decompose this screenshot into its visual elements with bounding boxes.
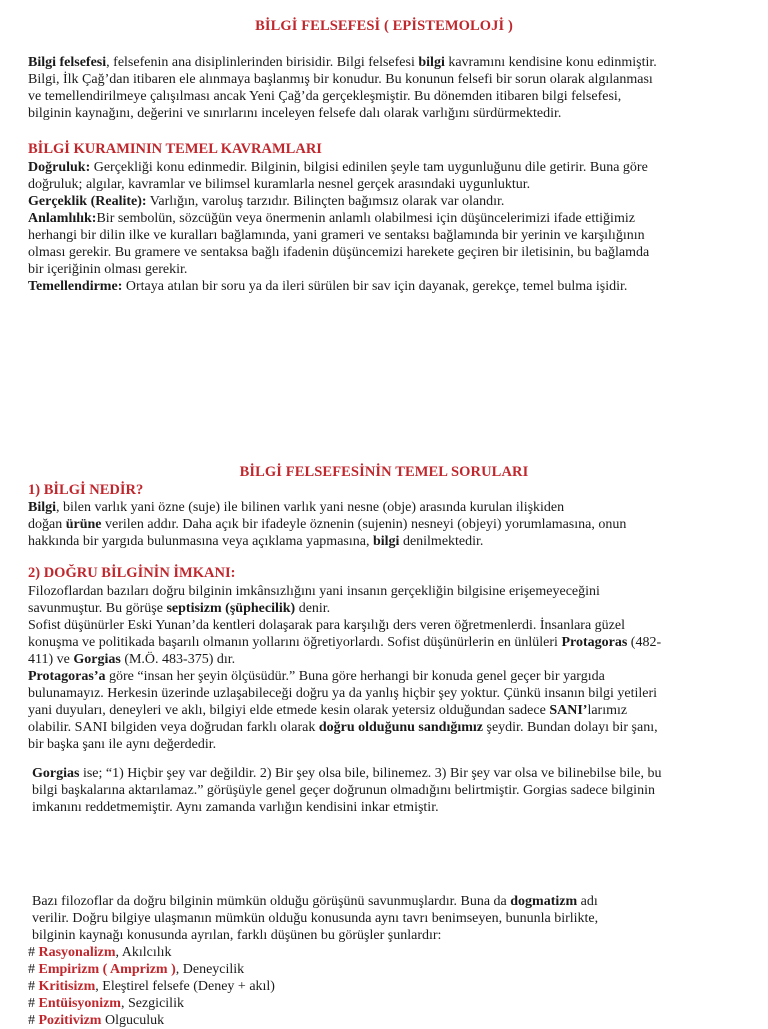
term-gerceklik: Gerçeklik (Realite):	[28, 194, 147, 209]
dogmatism-paragraph: Bazı filozoflar da doğru bilginin mümkün olduğu görüşünü savunmuşlardır. Buna da dogmatizm adı verilir. Doğru bilgiye ulaşmanın mümkün olduğu konusunda aynı tavrı benimseyen, bununla birlikte, bilginin kaynağı konusunda ayrılan, farklı düşünen bu görüşler şunlardır:	[32, 894, 599, 943]
question-1-paragraph: Bilgi, bilen varlık yani özne (suje) ile bilinen varlık yani nesne (obje) arasında kurulan ilişkiden doğan ürüne verilen addır. Daha açık bir ifadeyle öznenin (sujenin) nesneyi (objeyi) yorumlamasına, onun hakkında bir yargıda bulunmasına veya açıklama yapmasına, bilgi denilmektedir.	[28, 500, 627, 549]
intro-paragraph: Bilgi felsefesi, felsefenin ana disiplinlerinden birisidir. Bilgi felsefesi bilgi kavramını kendisine konu edinmiştir. Bilgi, İlk Çağ’dan itibaren ele alınmaya başlanmış bir konudur. Bu konunun felsefi bir sorun olarak algılanması ve temellendirilmeye çalışılması ancak Yeni Çağ’da gerçekleşmiştir. Bu dönemden itibaren bilgi felsefesi, bilginin kaynağını, değerini ve sınırlarını inceleyen felsefe dalı olarak varlığını sürdürmektedir.	[28, 55, 657, 121]
question-2-paragraph: Filozoflardan bazıları doğru bilginin imkânsızlığını yani insanın gerçekliğin bilgisine erişemeyeceğini savunmuştur. Bu görüşe septisizm (şüphecilik) denir. Sofist düşünürler Eski Yunan’da kentleri dolaşarak para karşılığı ders veren öğretmenlerdi. İnsanlara güzel konuşma ve politikada başarılı olmanın yollarını öğretiyorlardı. Sofist düşünürlerin en ünlüleri Protagoras (482- 411) ve Gorgias (M.Ö. 483-375) dır. Protagoras’a göre “insan her şeyin ölçüsüdür.” Buna göre herhangi bir konuda genel geçer bir yargıda bulunamayız. Herkesin üzerinde uzlaşabileceği doğru ya da yanlış hiçbir şey yoktur. Çünkü insanın bilgi yetileri yani duyuları, deneyleri ve aklı, bilgiyi elde etmede kesin olarak yetersiz olduğundan sadece SANI’larımız olabilir. SANI bilgiden veya doğrudan farklı olarak doğru olduğunu sandığımız şeydir. Bundan dolayı bir şanı, bir başka şanı ile aynı değerdedir.	[28, 584, 662, 752]
list-item: # Kritisizm, Eleştirel felsefe (Deney + akıl)	[28, 979, 275, 994]
term-anlamlilik: Anlamlılık:	[28, 211, 97, 226]
questions-heading: BİLGİ FELSEFESİNİN TEMEL SORULARI	[239, 464, 529, 480]
term-dogruluk: Doğruluk:	[28, 160, 91, 175]
list-item: # Entüisyonizm, Sezgicilik	[28, 996, 184, 1011]
list-item: # Empirizm ( Amprizm ), Deneycilik	[28, 962, 245, 977]
concepts-heading: BİLGİ KURAMININ TEMEL KAVRAMLARI	[28, 141, 322, 157]
list-item: # Rasyonalizm, Akılcılık	[28, 945, 172, 960]
question-1-heading: 1) BİLGİ NEDİR?	[28, 482, 144, 498]
term-temellendirme: Temellendirme:	[28, 279, 123, 294]
gorgias-paragraph: Gorgias ise; “1) Hiçbir şey var değildir. 2) Bir şey olsa bile, bilinemez. 3) Bir şey var olsa ve bilinebilse bile, bu bilgi başkalarına aktarılamaz.” görüşüyle genel geçer doğrunun olmadığını belirtmiştir. Gorgias sadece bilginin imkanını reddetmemiştir. Aynı zamanda varlığın kendisini inkar etmiştir.	[32, 766, 662, 815]
concepts-paragraph: Doğruluk: Gerçekliği konu edinmedir. Bilginin, bilgisi edinilen şeyle tam uygunluğunu dile getirir. Buna göre doğruluk; algılar, kavramlar ve bilimsel kuramlarla nesnel gerçek arasındaki uygunluktur. Gerçeklik (Realite): Varlığın, varoluş tarzıdır. Bilinçten bağımsız olarak var olandır. Anlamlılık:Bir sembolün, sözcüğün veya önermenin anlamlı olabilmesi için düşüncelerimizi ifade ettiğimiz herhangi bir dilin ilke ve kuralları bağlamında, yani grameri ve sentaksı bağlamında bir yerinin ve karşılığının olması gerekir. Bu gramere ve sentaksa bağlı ifadenin düşüncemizi harekete geçiren bir iletisinin, bu bağlamda bir içeriğinin olması gerekir. Temellendirme: Ortaya atılan bir soru ya da ileri sürülen bir sav için dayanak, gerekçe, temel bulma işidir.	[28, 160, 650, 294]
question-2-heading: 2) DOĞRU BİLGİNİN İMKANI:	[28, 565, 236, 581]
page-title: BİLGİ FELSEFESİ ( EPİSTEMOLOJİ )	[255, 18, 513, 34]
dogmatism-list	[28, 944, 740, 1029]
list-item: # Pozitivizm Olguculuk	[28, 1013, 165, 1028]
term-bilgi-felsefesi: Bilgi felsefesi	[28, 55, 107, 70]
